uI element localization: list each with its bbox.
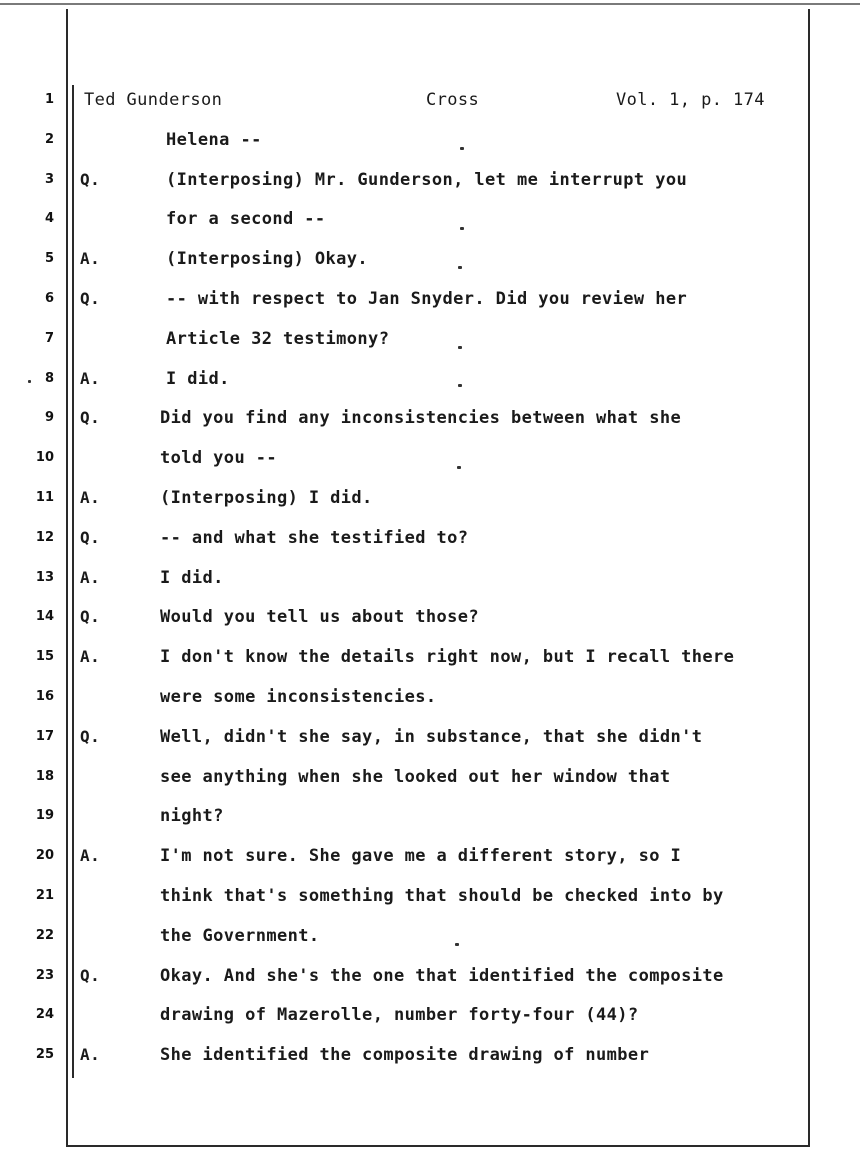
speaker-label: Q. xyxy=(80,727,101,746)
witness-name: Ted Gunderson xyxy=(84,90,223,110)
scan-speck xyxy=(460,227,464,230)
examination-type: Cross xyxy=(426,90,480,110)
line-number: 4 xyxy=(44,211,54,226)
volume-page-reference: Vol. 1, p. 174 xyxy=(616,90,765,110)
speaker-label: Q. xyxy=(80,528,101,547)
line-number: 22 xyxy=(35,928,54,943)
line-number: 25 xyxy=(35,1047,54,1062)
line-number: 12 xyxy=(35,530,54,545)
transcript-line-text: (Interposing) Okay. xyxy=(166,249,369,269)
speaker-label: A. xyxy=(80,846,101,865)
scan-speck xyxy=(460,147,464,150)
line-number: 11 xyxy=(35,490,54,505)
transcript-line-text: (Interposing) Mr. Gunderson, let me interrupt you xyxy=(166,170,688,190)
line-number: 3 xyxy=(44,172,54,187)
line-number: 18 xyxy=(35,769,54,784)
line-number: 9 xyxy=(44,410,54,425)
transcript-line-text: Article 32 testimony? xyxy=(166,329,390,349)
scan-speck xyxy=(457,466,461,469)
line-number: 2 xyxy=(44,132,54,147)
speaker-label: Q. xyxy=(80,289,101,308)
speaker-label: Q. xyxy=(80,607,101,626)
speaker-label: Q. xyxy=(80,408,101,427)
transcript-line-text: drawing of Mazerolle, number forty-four (44)? xyxy=(160,1005,639,1025)
speaker-label: A. xyxy=(80,1045,101,1064)
transcript-line-text: I did. xyxy=(160,568,224,588)
line-number: 5 xyxy=(44,251,54,266)
transcript-line-text: Helena -- xyxy=(166,130,262,150)
speaker-label: A. xyxy=(80,647,101,666)
speaker-label: Q. xyxy=(80,170,101,189)
line-number: 13 xyxy=(35,570,54,585)
transcript-line-text: told you -- xyxy=(160,448,277,468)
line-number: 8 xyxy=(44,371,54,386)
line-number: 10 xyxy=(35,450,54,465)
scan-speck xyxy=(455,943,459,946)
scan-speck xyxy=(458,346,462,349)
transcript-line-text: were some inconsistencies. xyxy=(160,687,437,707)
line-number: 17 xyxy=(35,729,54,744)
line-number: 19 xyxy=(35,808,54,823)
transcript-line-text: I'm not sure. She gave me a different story, so I xyxy=(160,846,682,866)
line-number: 16 xyxy=(35,689,54,704)
transcript-line-text: Would you tell us about those? xyxy=(160,607,480,627)
speaker-label: A. xyxy=(80,568,101,587)
speaker-label: A. xyxy=(80,488,101,507)
line-number: 21 xyxy=(35,888,54,903)
transcript-line-text: Well, didn't she say, in substance, that she didn't xyxy=(160,727,703,747)
line-number: 7 xyxy=(44,331,54,346)
transcript-line-text: see anything when she looked out her window that xyxy=(160,767,671,787)
scan-speck xyxy=(458,384,462,387)
transcript-line-text: She identified the composite drawing of number xyxy=(160,1045,650,1065)
transcript-line-text: for a second -- xyxy=(166,209,326,229)
transcript-line-text: Okay. And she's the one that identified the composite xyxy=(160,966,724,986)
line-number: 14 xyxy=(35,609,54,624)
line-number-gutter-rule xyxy=(72,85,74,1078)
transcript-line-text: I don't know the details right now, but I recall there xyxy=(160,647,735,667)
scan-speck xyxy=(28,380,31,383)
transcript-line-text: night? xyxy=(160,806,224,826)
transcript-line-text: the Government. xyxy=(160,926,320,946)
line-number: 23 xyxy=(35,968,54,983)
line-number: 20 xyxy=(35,848,54,863)
transcript-line-text: I did. xyxy=(166,369,230,389)
transcript-line-text: (Interposing) I did. xyxy=(160,488,373,508)
page-top-rule xyxy=(0,3,860,5)
transcript-line-text: -- with respect to Jan Snyder. Did you review her xyxy=(166,289,688,309)
line-number: 1 xyxy=(44,92,54,107)
scan-speck xyxy=(458,266,462,269)
speaker-label: A. xyxy=(80,369,101,388)
transcript-line-text: Did you find any inconsistencies between what she xyxy=(160,408,682,428)
line-number: 24 xyxy=(35,1007,54,1022)
line-number: 6 xyxy=(44,291,54,306)
speaker-label: Q. xyxy=(80,966,101,985)
speaker-label: A. xyxy=(80,249,101,268)
transcript-line-text: think that's something that should be checked into by xyxy=(160,886,724,906)
transcript-line-text: -- and what she testified to? xyxy=(160,528,469,548)
line-number: 15 xyxy=(35,649,54,664)
